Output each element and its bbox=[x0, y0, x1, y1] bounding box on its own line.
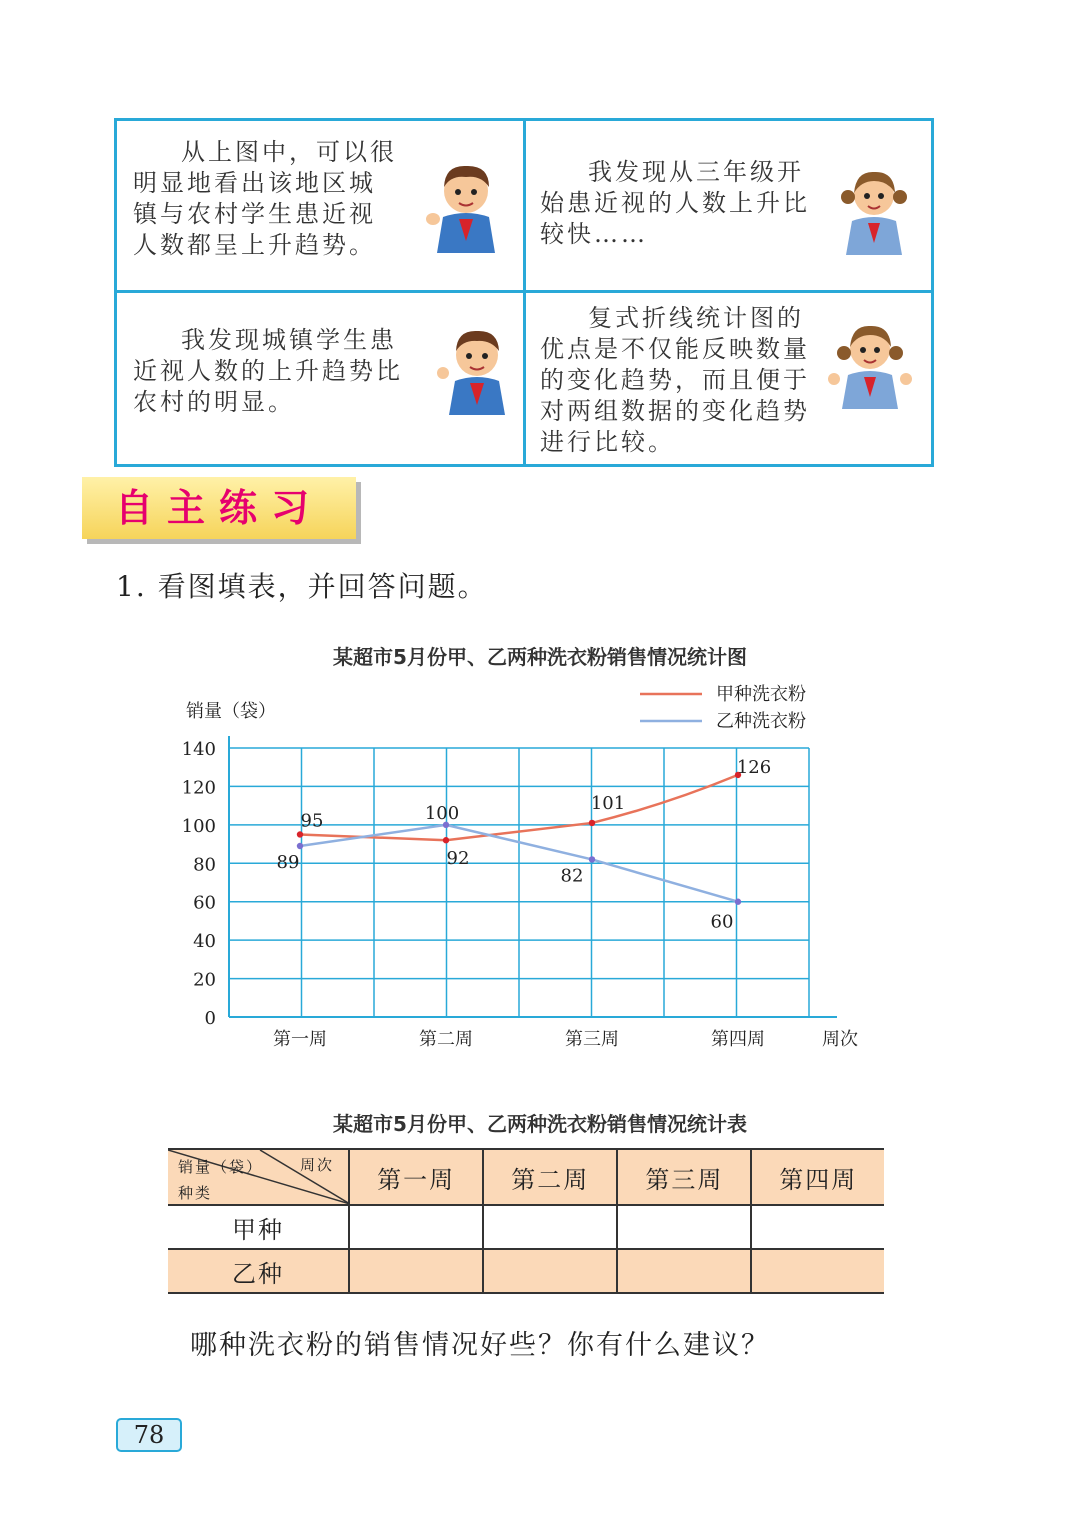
table-input-cell[interactable] bbox=[349, 1249, 483, 1293]
dialog-text-1: 从上图中，可以很明显地看出该地区城镇与农村学生患近视人数都呈上升趋势。 bbox=[133, 138, 397, 259]
y-tick-label: 80 bbox=[193, 854, 216, 876]
page-number: 78 bbox=[116, 1418, 182, 1452]
followup-question: 哪种洗衣粉的销售情况好些？你有什么建议？ bbox=[190, 1330, 770, 1361]
table-input-cell[interactable] bbox=[483, 1205, 617, 1249]
table-input-cell[interactable] bbox=[617, 1249, 751, 1293]
y-tick-label: 120 bbox=[181, 777, 216, 799]
table-header-week-3: 第三周 bbox=[617, 1149, 751, 1205]
chart-legend bbox=[640, 684, 806, 732]
table-corner-label-sales: 销量（袋） bbox=[178, 1158, 264, 1176]
data-point bbox=[443, 837, 449, 843]
x-tick-label: 第二周 bbox=[419, 1029, 473, 1050]
table-header-week-1: 第一周 bbox=[349, 1149, 483, 1205]
x-tick-label: 第一周 bbox=[273, 1029, 327, 1050]
chart-grid bbox=[229, 748, 809, 1017]
table-corner-label-kind: 种类 bbox=[178, 1184, 213, 1202]
table-row bbox=[168, 1205, 884, 1249]
data-label: 126 bbox=[736, 756, 772, 778]
x-tick-label: 第四周 bbox=[711, 1029, 765, 1050]
x-tick-label: 第三周 bbox=[565, 1029, 619, 1050]
dialog-text-3: 我发现城镇学生患近视人数的上升趋势比农村的明显。 bbox=[133, 326, 403, 416]
y-tick-label: 100 bbox=[181, 815, 216, 837]
chart-axes bbox=[229, 736, 837, 1017]
table-title: 某超市5月份甲、乙两种洗衣粉销售情况统计表 bbox=[333, 1112, 747, 1136]
data-label: 101 bbox=[590, 792, 626, 814]
table-input-cell[interactable] bbox=[617, 1205, 751, 1249]
chart-title: 某超市5月份甲、乙两种洗衣粉销售情况统计图 bbox=[333, 645, 747, 669]
table-input-cell[interactable] bbox=[483, 1249, 617, 1293]
y-tick-label: 20 bbox=[193, 969, 216, 991]
data-point bbox=[735, 899, 741, 905]
data-point bbox=[589, 820, 595, 826]
table-corner-label-week: 周次 bbox=[299, 1156, 334, 1174]
data-point bbox=[297, 831, 303, 837]
table-input-cell[interactable] bbox=[751, 1205, 884, 1249]
question-text: 1. 看图填表，并回答问题。 bbox=[116, 570, 488, 603]
y-tick-label: 60 bbox=[193, 892, 216, 914]
table-input-cell[interactable] bbox=[349, 1205, 483, 1249]
y-tick-label: 140 bbox=[181, 739, 216, 760]
y-tick-label: 40 bbox=[193, 931, 216, 953]
table-header-row bbox=[168, 1149, 884, 1205]
table-header-week-2: 第二周 bbox=[483, 1149, 617, 1205]
sales-table bbox=[168, 1148, 884, 1294]
data-label: 82 bbox=[560, 865, 584, 887]
data-label: 92 bbox=[446, 848, 470, 870]
legend-label: 乙种洗衣粉 bbox=[716, 711, 806, 732]
table-header-week-4: 第四周 bbox=[751, 1149, 884, 1205]
data-label: 100 bbox=[424, 802, 460, 824]
data-point bbox=[589, 856, 595, 862]
y-axis-title: 销量（袋） bbox=[186, 701, 276, 722]
data-label: 89 bbox=[276, 851, 300, 873]
dialog-text-4: 复式折线统计图的优点是不仅能反映数量的变化趋势，而且便于对两组数据的变化趋势进行比较。 bbox=[540, 304, 810, 456]
x-axis-title: 周次 bbox=[822, 1029, 858, 1050]
data-label: 95 bbox=[300, 810, 324, 832]
y-tick-label: 0 bbox=[204, 1008, 216, 1029]
data-point bbox=[297, 843, 303, 849]
section-heading-title: 自主练习 bbox=[114, 486, 323, 530]
table-row-label: 甲种 bbox=[168, 1205, 349, 1249]
table-row-label: 乙种 bbox=[168, 1249, 349, 1293]
table-input-cell[interactable] bbox=[751, 1249, 884, 1293]
legend-label: 甲种洗衣粉 bbox=[716, 684, 806, 705]
chart-labels bbox=[182, 701, 858, 1050]
dialog-text-2: 我发现从三年级开始患近视的人数上升比较快…… bbox=[540, 158, 810, 248]
table-row bbox=[168, 1249, 884, 1293]
data-label: 60 bbox=[710, 911, 734, 933]
table-corner-cell bbox=[168, 1149, 349, 1205]
